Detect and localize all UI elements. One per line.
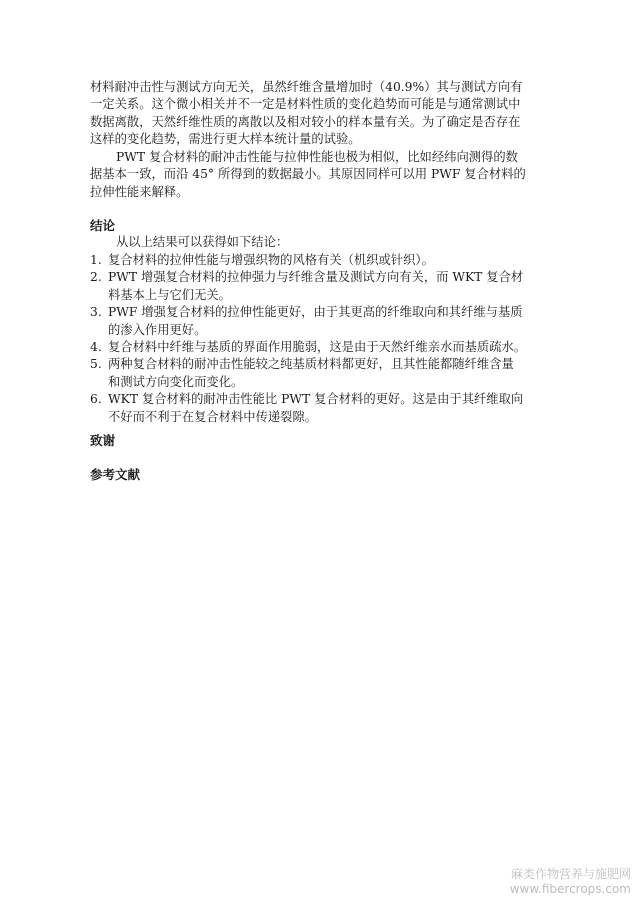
list-number: 4. bbox=[90, 339, 102, 354]
paragraph-line: 数据离散，天然纤维性质的离散以及相对较小的样本量有关。为了确定是否存在 bbox=[90, 114, 521, 129]
paragraph-line: 材料耐冲击性与测试方向无关，虽然纤维含量增加时（40.9%）其与测试方向有 bbox=[90, 80, 523, 94]
list-line: 料基本上与它们无关。 bbox=[108, 287, 231, 302]
paragraph-line: 一定关系。这个微小相关并不一定是材料性质的变化趋势而可能是与通常测试中 bbox=[90, 97, 521, 112]
acknowledgements-heading: 致谢 bbox=[90, 433, 116, 448]
list-line: 的渗入作用更好。 bbox=[108, 322, 207, 337]
list-number: 5. bbox=[90, 357, 102, 372]
conclusion-intro-line: 从以上结果可以获得如下结论： bbox=[116, 235, 289, 249]
conclusion-intro bbox=[90, 234, 560, 251]
list-line: PWF 增强复合材料的拉伸性能更好，由于其更高的纤维取向和其纤维与基质 bbox=[108, 305, 523, 320]
conclusion-heading: 结论 bbox=[90, 218, 116, 233]
list-item bbox=[90, 269, 565, 304]
paragraph-line: 这样的变化趋势，需进行更大样本统计量的试验。 bbox=[90, 132, 361, 147]
list-number: 6. bbox=[90, 392, 102, 407]
watermark-url: www.fibercrops.com bbox=[509, 882, 631, 896]
list-line: 不好而不利于在复合材料中传递裂隙。 bbox=[108, 409, 318, 424]
site-watermark bbox=[510, 867, 631, 897]
list-item bbox=[90, 252, 565, 269]
paragraph-line: 据基本一致，而沿 45° 所得到的数据最小。其原因同样可以用 PWF 复合材料的 bbox=[90, 167, 526, 182]
paragraph-line: 拉伸性能来解释。 bbox=[90, 184, 189, 199]
list-number: 1. bbox=[90, 253, 102, 267]
list-line: 复合材料中纤维与基质的界面作用脆弱，这是由于天然纤维亲水而基质疏水。 bbox=[108, 339, 527, 354]
list-number: 3. bbox=[90, 305, 102, 320]
list-line: WKT 复合材料的耐冲击性能比 PWT 复合材料的更好。这是由于其纤维取向 bbox=[108, 392, 524, 407]
references-heading: 参考文献 bbox=[90, 467, 141, 482]
list-item bbox=[90, 304, 565, 339]
list-line: 两种复合材料的耐冲击性能较之纯基质材料都更好，且其性能都随纤维含量 bbox=[108, 357, 514, 372]
list-line: 和测试方向变化而变化。 bbox=[108, 374, 244, 389]
watermark-site-name: 麻类作物营养与施肥网 bbox=[510, 867, 631, 881]
list-number: 2. bbox=[90, 270, 102, 285]
conclusion-list bbox=[90, 252, 565, 426]
list-line: 复合材料的拉伸性能与增强织物的风格有关（机织或针织）。 bbox=[108, 253, 434, 267]
paragraph-line: PWT 复合材料的耐冲击性能与拉伸性能也极为相似，比如经纬向测得的数 bbox=[116, 150, 518, 164]
list-line: PWT 增强复合材料的拉伸强力与纤维含量及测试方向有关，而 WKT 复合材 bbox=[108, 270, 524, 285]
list-item bbox=[90, 356, 565, 391]
paragraph-impact-direction bbox=[90, 79, 560, 149]
paragraph-pwt-impact bbox=[90, 149, 560, 201]
list-item bbox=[90, 391, 565, 426]
list-item bbox=[90, 339, 565, 356]
